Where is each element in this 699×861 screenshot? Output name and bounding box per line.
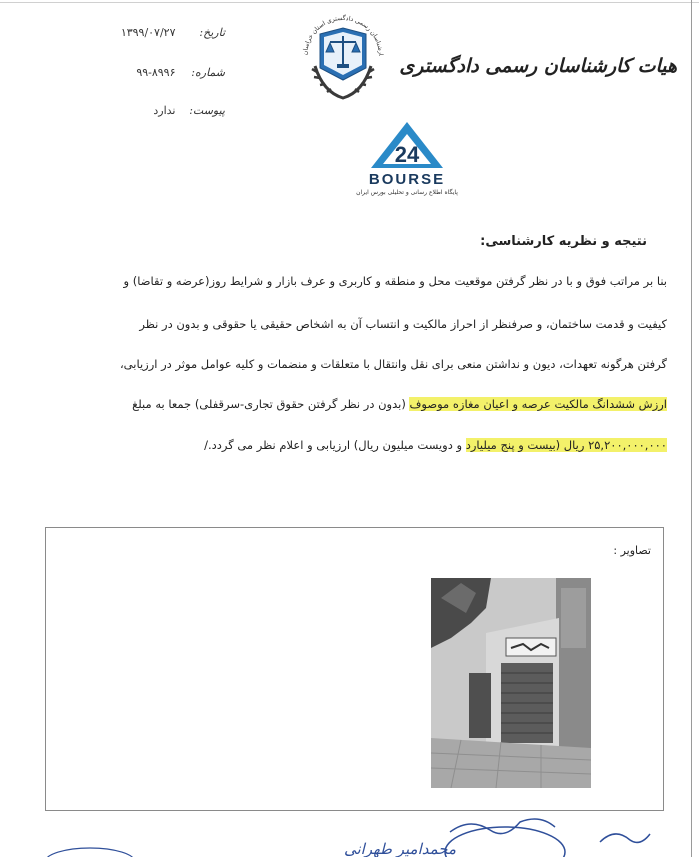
body-line-5 (204, 438, 667, 452)
signature-stamp (0, 812, 699, 857)
page-top-edge (0, 2, 699, 3)
date-value: ۱۳۹۹/۰۷/۲۷ (120, 26, 176, 39)
date-row (95, 26, 225, 39)
number-row (95, 66, 225, 79)
valuation-highlight: ارزش ششدانگ مالکیت عرصه و اعیان مغازه موصوف (409, 397, 667, 411)
images-frame (45, 527, 664, 811)
attachment-row (95, 104, 225, 117)
body-line-5-rest: و دویست میلیون ریال) ارزیابی و اعلام نظر می گردد./ (204, 438, 466, 452)
bourse-tagline: پایگاه اطلاع رسانی و تحلیلی بورس ایران (356, 189, 458, 196)
attachment-value: ندارد (153, 104, 176, 117)
body-line-1: بنا بر مراتب فوق و با در نظر گرفتن موقعیت محل و منطقه و کاربری و عرف بازار و شرایط روز(عرضه و تقاضا) و (123, 274, 667, 288)
attachment-label: پیوست: (189, 104, 225, 117)
valuation-amount-words: ریال (بیست و پنج میلیارد (465, 438, 589, 452)
svg-text:24: 24 (394, 142, 420, 167)
judiciary-seal-icon (293, 6, 393, 106)
body-line-3: گرفتن هرگونه تعهدات، دیون و نداشتن منعی برای نقل وانتقال با متعلقات و منضمات و کلیه عوامل موثر در ارزیابی، (119, 357, 667, 371)
body-line-4-rest: (بدون در نظر گرفتن حقوق تجاری-سرقفلی) جمعا به مبلغ (132, 397, 410, 411)
conclusion-heading: نتیجه و نظریه کارشناسی: (480, 234, 647, 249)
date-label: تاریخ: (199, 26, 225, 39)
bourse-logo-icon (367, 120, 447, 170)
organization-title: هیات کارشناسان رسمی دادگستری (399, 55, 677, 77)
svg-text:محمدامیر طهرانی: محمدامیر طهرانی (343, 840, 457, 857)
valuation-amount: ۲۵,۲۰۰,۰۰۰,۰۰۰ (588, 438, 667, 452)
number-label: شماره: (191, 66, 225, 79)
number-value: ۹۹-۸۹۹۶ (136, 66, 176, 79)
bourse-brand: BOURSE (368, 171, 446, 188)
storefront-photo (431, 578, 591, 788)
body-line-4 (132, 397, 667, 411)
svg-text:هیات کارشناسان رسمی دادگستری ا: ارشناسان رسمی دادگستری استان خراسان (301, 14, 385, 56)
body-line-2: کیفیت و قدمت ساختمان، و صرفنظر از احراز مالکیت و انتساب آن به اشخاص حقیقی یا حقوقی و بدون در نظر (139, 317, 667, 331)
images-label: تصاویر : (613, 544, 651, 557)
page-right-edge (691, 0, 692, 857)
bourse-watermark (352, 120, 462, 200)
